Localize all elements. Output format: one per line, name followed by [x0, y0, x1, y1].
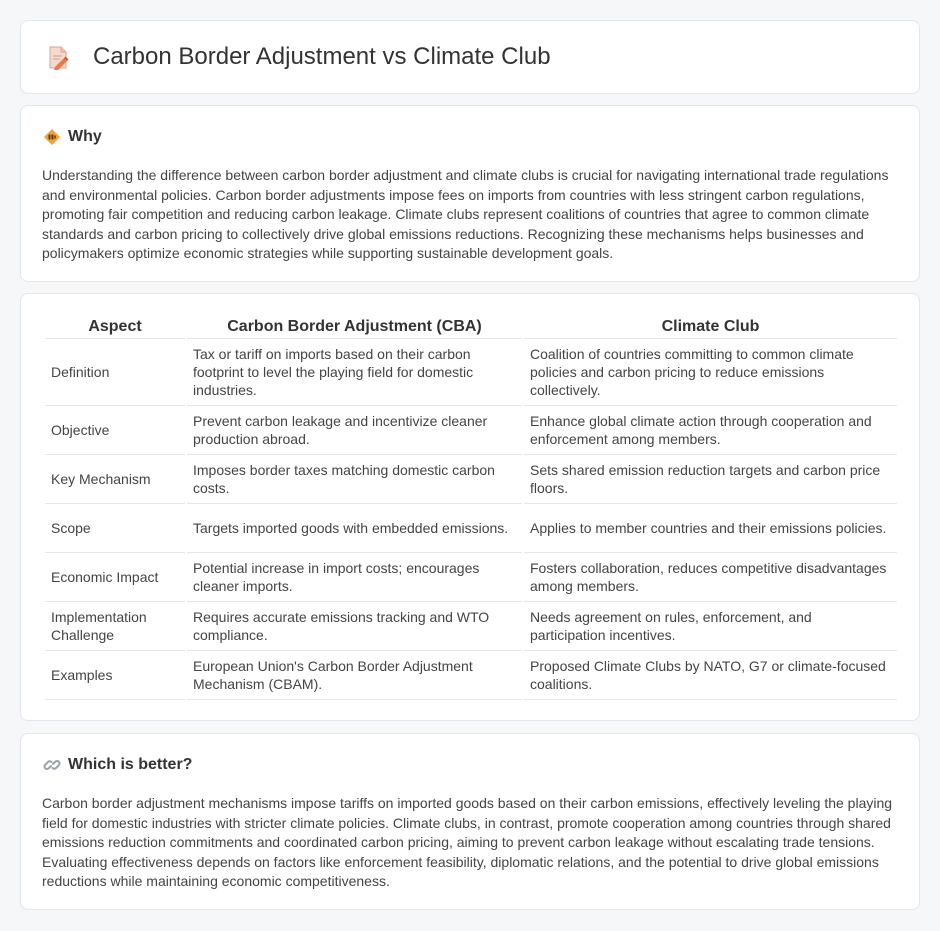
why-section: [20, 105, 920, 282]
comparison-table-card: [20, 293, 920, 721]
aspect-cell: Objective: [45, 406, 185, 455]
comparison-table: [43, 314, 899, 700]
aspect-cell: Economic Impact: [45, 553, 185, 602]
page-title: Carbon Border Adjustment vs Climate Club: [93, 43, 551, 70]
climate-club-cell: Applies to member countries and their emissions policies.: [524, 504, 897, 553]
cba-cell: Prevent carbon leakage and incentivize cleaner production abroad.: [187, 406, 522, 455]
aspect-cell: Scope: [45, 504, 185, 553]
better-heading: Which is better?: [68, 756, 193, 773]
aspect-cell: Definition: [45, 339, 185, 406]
why-heading: Why: [68, 128, 102, 145]
table-row: [45, 602, 897, 651]
cba-cell: European Union's Carbon Border Adjustment Mechanism (CBAM).: [187, 651, 522, 700]
climate-club-cell: Enhance global climate action through cooperation and enforcement among members.: [524, 406, 897, 455]
climate-club-cell: Sets shared emission reduction targets and carbon price floors.: [524, 455, 897, 504]
document-pencil-icon: [47, 46, 69, 70]
table-row: [45, 553, 897, 602]
cba-cell: Imposes border taxes matching domestic carbon costs.: [187, 455, 522, 504]
link-icon: [43, 756, 61, 774]
which-is-better-section: [20, 733, 920, 910]
why-text: Understanding the difference between carbon border adjustment and climate clubs is crucial for navigating international trade regulations and environmental policies. Carbon border adjustments impose fees on imports from countries with less stringent carbon regulations, promoting fair competition and reducing carbon leakage. Climate clubs represent coalitions of countries that agree to common climate standards and carbon pricing to collectively drive global emissions reductions. Recognizing these mechanisms helps businesses and policymakers optimize economic strategies while supporting sustainable development goals.: [42, 167, 889, 262]
warning-diamond-icon: [43, 128, 61, 146]
cba-cell: Targets imported goods with embedded emissions.: [187, 504, 522, 553]
column-header-climate-club: Climate Club: [524, 314, 897, 339]
column-header-cba: Carbon Border Adjustment (CBA): [187, 314, 522, 339]
table-row: [45, 455, 897, 504]
table-header-row: [45, 314, 897, 339]
why-header: [43, 128, 102, 146]
aspect-cell: Examples: [45, 651, 185, 700]
cba-cell: Tax or tariff on imports based on their carbon footprint to level the playing field for domestic industries.: [187, 339, 522, 406]
aspect-cell: Implementation Challenge: [45, 602, 185, 651]
climate-club-cell: Coalition of countries committing to common climate policies and carbon pricing to reduce emissions collectively.: [524, 339, 897, 406]
climate-club-cell: Needs agreement on rules, enforcement, and participation incentives.: [524, 602, 897, 651]
climate-club-cell: Proposed Climate Clubs by NATO, G7 or climate-focused coalitions.: [524, 651, 897, 700]
table-row: [45, 651, 897, 700]
cba-cell: Potential increase in import costs; encourages cleaner imports.: [187, 553, 522, 602]
table-row: [45, 504, 897, 553]
better-text: Carbon border adjustment mechanisms impose tariffs on imported goods based on their carbon emissions, effectively leveling the playing field for domestic industries with stricter climate policies. Climate clubs, in contrast, promote cooperation among countries through shared emissions reduction commitments and coordinated carbon pricing, aiming to prevent carbon leakage without escalating trade tensions. Evaluating effectiveness depends on factors like enforcement feasibility, diplomatic relations, and the potential to drive global emissions reductions while maintaining economic competitiveness.: [42, 795, 893, 890]
better-header: [43, 756, 192, 774]
cba-cell: Requires accurate emissions tracking and WTO compliance.: [187, 602, 522, 651]
aspect-cell: Key Mechanism: [45, 455, 185, 504]
title-card: [20, 20, 920, 94]
column-header-aspect: Aspect: [45, 314, 185, 339]
climate-club-cell: Fosters collaboration, reduces competitive disadvantages among members.: [524, 553, 897, 602]
table-row: [45, 339, 897, 406]
table-row: [45, 406, 897, 455]
